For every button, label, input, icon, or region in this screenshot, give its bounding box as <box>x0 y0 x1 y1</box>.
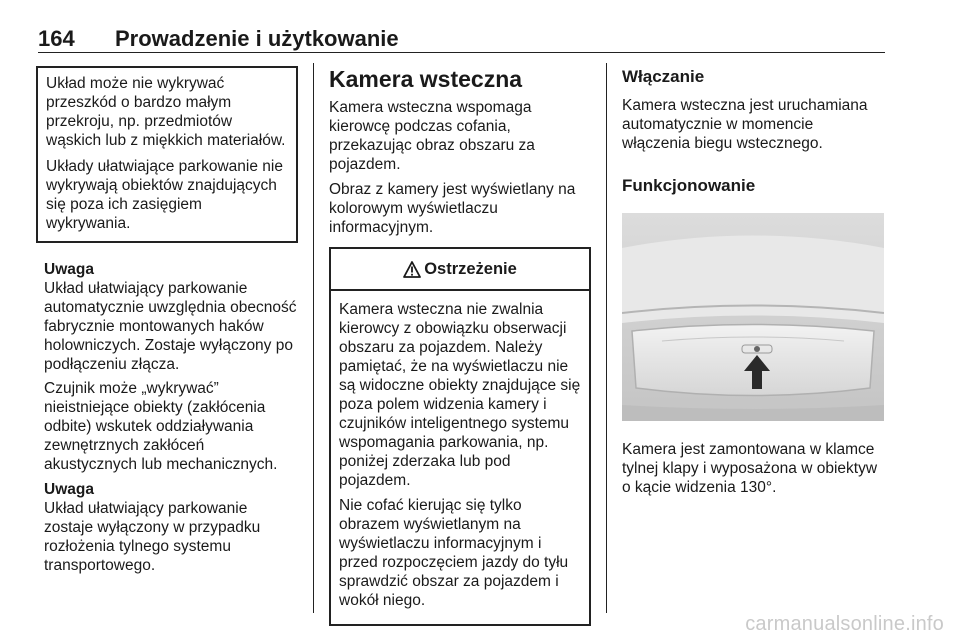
column-middle <box>329 66 591 626</box>
column-left <box>36 66 298 580</box>
warning-paragraph-2: Nie cofać kierując się tylko obrazem wyświetlanym na wyświetlaczu informacyjnym i przed rozpoczęciem jazdy do tyłu sprawdzić obszar za pojazdem i wokół niego. <box>339 497 569 609</box>
function-heading: Funkcjonowanie <box>622 176 756 195</box>
warning-header <box>331 249 589 291</box>
column-right <box>622 66 884 497</box>
activation-paragraph: Kamera wsteczna jest uruchamiana automatycznie w momencie włączenia biegu wstecznego. <box>622 97 868 152</box>
page-header <box>38 26 885 53</box>
function-paragraph: Kamera jest zamontowana w klamce tylnej klapy i wyposażona w obiektyw o kącie widzenia 130°. <box>622 441 878 496</box>
camera-heading: Kamera wsteczna <box>329 66 523 92</box>
note-text-1: Układ ułatwiający parkowanie automatycznie uwzględnia obecność fabrycznie montowanych haków holowniczych. Zostaje wyłączony po podłączeniu złącza. <box>44 280 297 373</box>
info-box <box>36 66 298 243</box>
warning-triangle-icon <box>403 261 421 278</box>
tailgate-camera-photo <box>622 213 884 421</box>
note-heading-1: Uwaga <box>44 261 94 278</box>
column-divider-right <box>606 63 607 613</box>
warning-paragraph-1: Kamera wsteczna nie zwalnia kierowcy z obowiązku obserwacji obszaru za pojazdem. Należy pamiętać, że na wyświetlaczu nie są widoczne obiekty znajdujące się poza polem widzenia kamery i czujników inteligentnego systemu wspomagania parkowania, np. poniżej zderzaka lub pod pojazdem. <box>339 301 581 489</box>
activation-heading: Włączanie <box>622 67 705 86</box>
warning-body <box>331 291 589 624</box>
info-box-paragraph-2: Układy ułatwiające parkowanie nie wykrywają obiektów znajdujących się poza ich zasięgiem wykrywania. <box>46 158 283 232</box>
section-title: Prowadzenie i użytkowanie <box>115 26 399 51</box>
watermark: carmanualsonline.info <box>745 613 944 635</box>
sensor-paragraph: Czujnik może „wykrywać” nieistniejące obiekty (zakłócenia odbite) wskutek oddziaływania zewnętrznych zakłóceń akustycznych lub mechanicznych. <box>44 380 278 473</box>
warning-box <box>329 247 591 626</box>
page-number: 164 <box>38 26 75 51</box>
camera-intro-paragraph: Kamera wsteczna wspomaga kierowcę podczas cofania, przekazując obraz obszaru za pojazdem. <box>329 99 535 173</box>
note-heading-2: Uwaga <box>44 481 94 498</box>
column-divider-left <box>313 63 314 613</box>
camera-display-paragraph: Obraz z kamery jest wyświetlany na kolorowym wyświetlaczu informacyjnym. <box>329 181 576 236</box>
note-text-2: Układ ułatwiający parkowanie zostaje wyłączony w przypadku rozłożenia tylnego systemu transportowego. <box>44 500 261 574</box>
warning-title: Ostrzeżenie <box>424 259 517 278</box>
info-box-paragraph-1: Układ może nie wykrywać przeszkód o bardzo małym przekroju, np. przedmiotów wąskich lub z miękkich materiałów. <box>46 75 286 149</box>
